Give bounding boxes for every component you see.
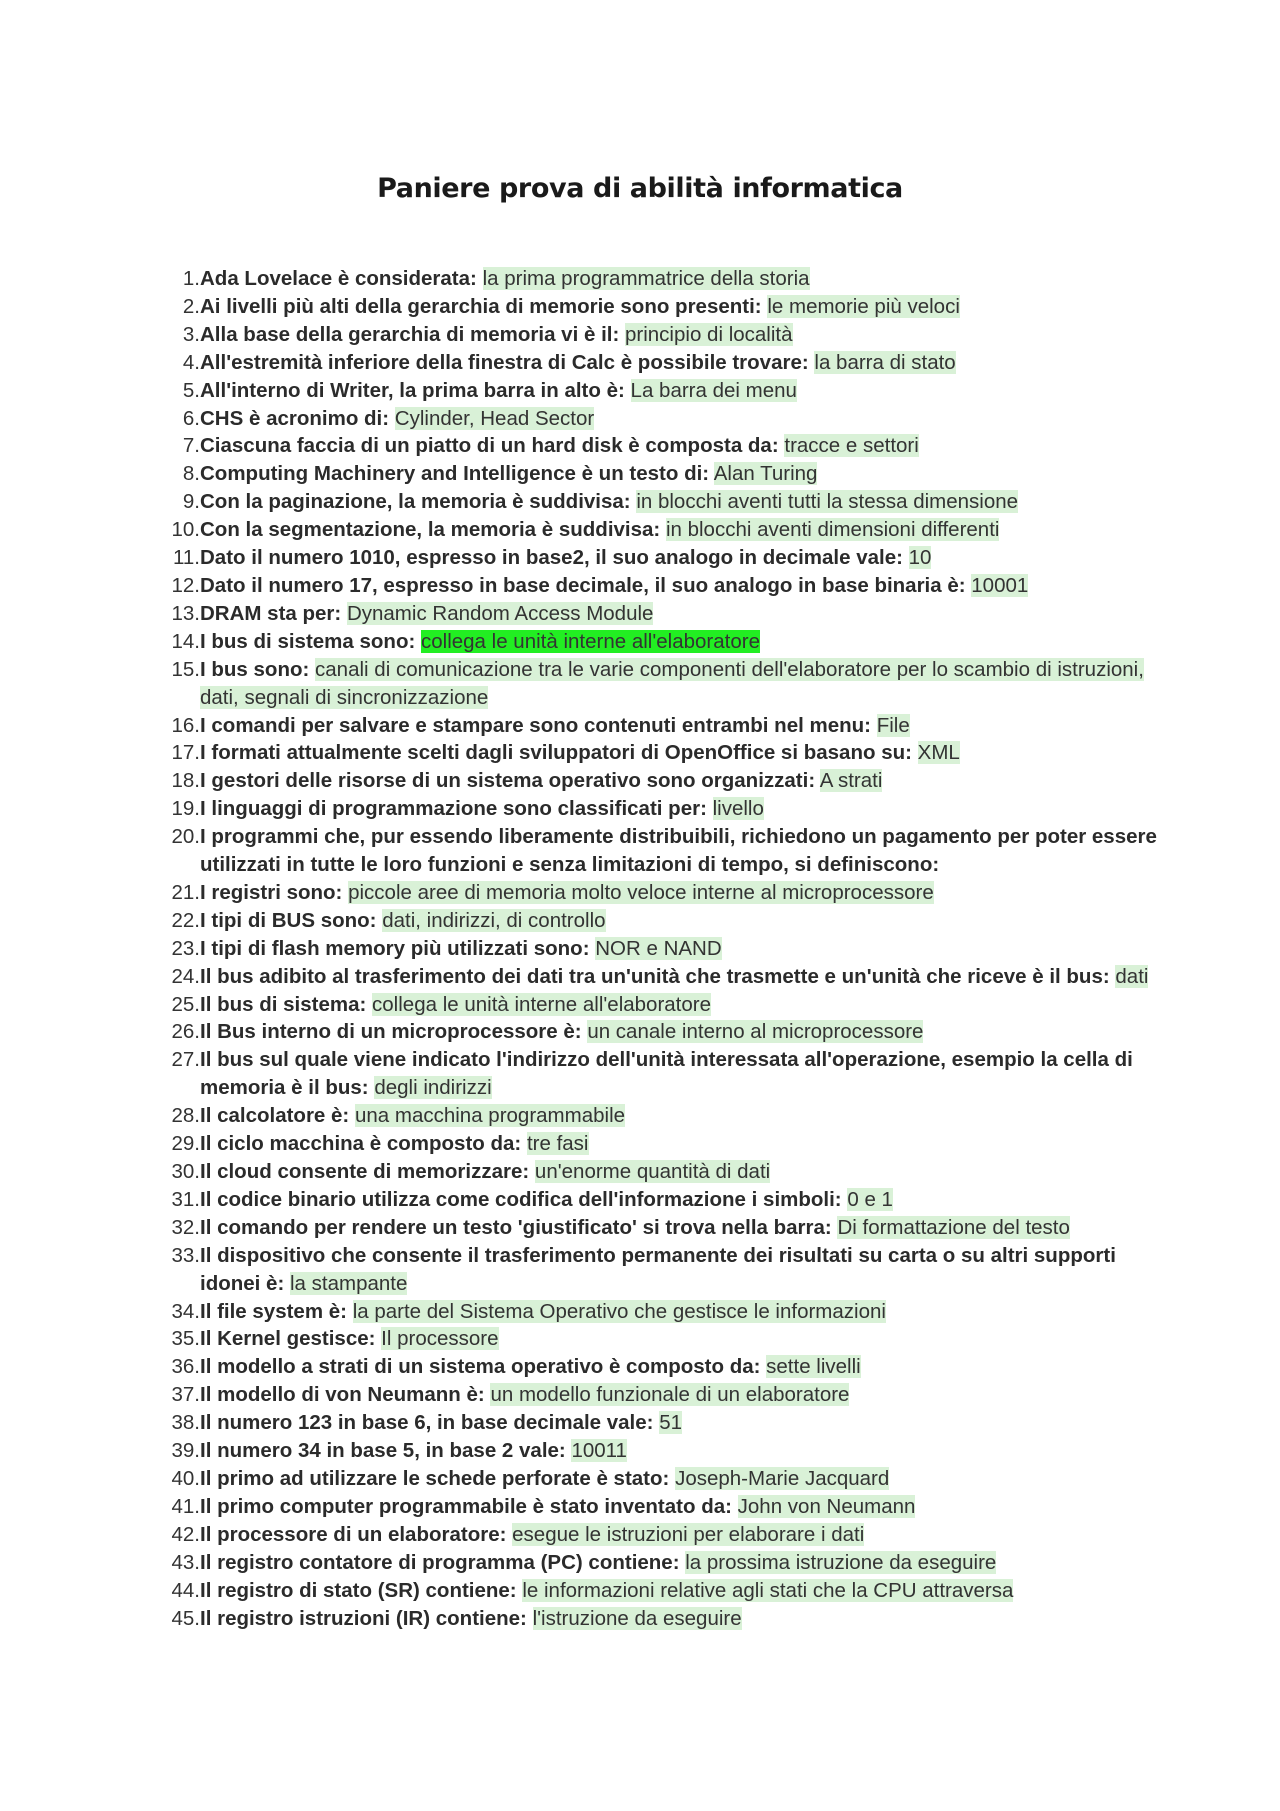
item-number: 19. <box>171 797 200 821</box>
list-item <box>150 516 1160 544</box>
item-body <box>200 935 1160 963</box>
question-text: Il bus sul quale viene indicato l'indirizzo dell'unità interessata all'operazione, esempio la cella di memoria è il bus: <box>200 1048 1133 1100</box>
answer-text: degli indirizzi <box>374 1076 492 1100</box>
question-text: Il bus di sistema: <box>200 992 367 1016</box>
question-text: Ciascuna faccia di un piatto di un hard disk è composta da: <box>200 434 779 458</box>
list-item <box>150 795 1160 823</box>
answer-text: File <box>876 713 910 737</box>
item-number: 25. <box>171 992 200 1016</box>
item-number: 35. <box>171 1327 200 1351</box>
item-body <box>200 879 1160 907</box>
question-text: Il Bus interno di un microprocessore è: <box>200 1020 582 1044</box>
answer-text: Joseph-Marie Jacquard <box>675 1466 890 1490</box>
item-number: 30. <box>171 1160 200 1183</box>
answer-text: XML <box>917 741 960 765</box>
answer-text: la parte del Sistema Operativo che gestisce le informazioni <box>352 1299 886 1323</box>
question-text: I tipi di flash memory più utilizzati sono: <box>200 936 590 960</box>
answer-text: sette livelli <box>766 1355 861 1379</box>
item-number: 17. <box>171 741 200 765</box>
answer-text: A strati <box>819 769 883 793</box>
item-number: 14. <box>171 629 200 653</box>
answer-text: tracce e settori <box>784 434 919 458</box>
question-text: Il bus adibito al trasferimento dei dati tra un'unità che trasmette e un'unità che riceve è il bus: <box>200 964 1110 988</box>
item-body <box>200 405 1160 433</box>
list-item <box>150 823 1160 879</box>
item-body <box>200 739 1160 767</box>
question-text: CHS è acronimo di: <box>200 406 390 430</box>
item-body <box>200 432 1160 460</box>
answer-text: 10001 <box>971 573 1029 597</box>
answer-text: un modello funzionale di un elaboratore <box>490 1383 850 1407</box>
answer-text: La barra dei menu <box>630 378 797 402</box>
item-body <box>200 1353 1160 1381</box>
question-text: Il primo computer programmabile è stato inventato da: <box>200 1494 732 1518</box>
answer-text: Il processore <box>381 1327 499 1351</box>
item-number: 33. <box>171 1243 200 1267</box>
answer-text: in blocchi aventi tutti la stessa dimensione <box>636 490 1019 514</box>
list-item <box>150 1409 1160 1437</box>
item-body <box>200 712 1160 740</box>
answer-text: dati, indirizzi, di controllo <box>382 908 606 932</box>
list-item <box>150 377 1160 405</box>
item-number: 3. <box>182 322 200 346</box>
answer-text: 51 <box>659 1411 682 1435</box>
list-item <box>150 544 1160 572</box>
list-item <box>150 405 1160 433</box>
item-body <box>200 544 1160 572</box>
question-text: Dato il numero 1010, espresso in base2, il suo analogo in decimale vale: <box>200 546 903 570</box>
item-body <box>200 795 1160 823</box>
list-item <box>150 1437 1160 1465</box>
answer-text: un canale interno al microprocessore <box>587 1020 924 1044</box>
question-text: Il file system è: <box>200 1299 347 1323</box>
answer-text: esegue le istruzioni per elaborare i dati <box>512 1522 865 1546</box>
question-text: I linguaggi di programmazione sono classificati per: <box>200 797 707 821</box>
question-text: Il dispositivo che consente il trasferimento permanente dei risultati su carta o su altri supporti idonei è: <box>200 1243 1116 1295</box>
question-text: I tipi di BUS sono: <box>200 908 377 932</box>
list-item <box>150 935 1160 963</box>
item-body <box>200 265 1160 293</box>
answer-text: dati <box>1115 964 1149 988</box>
item-body <box>200 293 1160 321</box>
list-item <box>150 1549 1160 1577</box>
question-text: I registri sono: <box>200 880 343 904</box>
list-item <box>150 1465 1160 1493</box>
list-item <box>150 712 1160 740</box>
answer-text: la prossima istruzione da eseguire <box>685 1550 997 1574</box>
question-text: Il numero 123 in base 6, in base decimale vale: <box>200 1411 654 1435</box>
list-item <box>150 656 1160 712</box>
item-number: 45. <box>171 1606 200 1630</box>
question-text: I bus di sistema sono: <box>200 629 416 653</box>
question-text: I formati attualmente scelti dagli sviluppatori di OpenOffice si basano su: <box>200 741 912 765</box>
list-item <box>150 1325 1160 1353</box>
list-item <box>150 963 1160 991</box>
answer-text: la barra di stato <box>814 350 956 374</box>
answer-text: NOR e NAND <box>595 936 722 960</box>
answer-text: un'enorme quantità di dati <box>534 1160 771 1183</box>
answer-text: l'istruzione da eseguire <box>532 1606 742 1630</box>
item-body <box>200 823 1160 879</box>
item-number: 4. <box>182 350 200 374</box>
list-item <box>150 1381 1160 1409</box>
list-item <box>150 572 1160 600</box>
question-text: Il cloud consente di memorizzare: <box>200 1160 530 1183</box>
item-body <box>200 349 1160 377</box>
item-body <box>200 1214 1160 1242</box>
list-item <box>150 739 1160 767</box>
list-item <box>150 321 1160 349</box>
list-item <box>150 1046 1160 1102</box>
answer-text: Dynamic Random Access Module <box>346 601 654 625</box>
list-item <box>150 1353 1160 1381</box>
answer-text: le memorie più veloci <box>767 294 960 318</box>
item-body <box>200 1130 1160 1158</box>
item-body <box>200 1409 1160 1437</box>
item-number: 41. <box>171 1494 200 1518</box>
question-text: I bus sono: <box>200 657 310 681</box>
item-number: 16. <box>171 713 200 737</box>
answer-text: 10 <box>908 546 932 570</box>
item-body <box>200 1549 1160 1577</box>
item-number: 27. <box>171 1048 200 1072</box>
item-number: 23. <box>171 936 200 960</box>
answer-text: in blocchi aventi dimensioni differenti <box>665 518 1000 542</box>
answer-text: Di formattazione del testo <box>837 1215 1070 1239</box>
item-body <box>200 1242 1160 1298</box>
item-number: 22. <box>171 908 200 932</box>
answer-text: 10011 <box>571 1439 627 1463</box>
item-number: 6. <box>182 406 200 430</box>
item-number: 7. <box>182 434 200 458</box>
list-item <box>150 488 1160 516</box>
item-number: 37. <box>171 1383 200 1407</box>
question-text: All'interno di Writer, la prima barra in alto è: <box>200 378 625 402</box>
question-text: Il registro di stato (SR) contiene: <box>200 1578 517 1602</box>
answer-text: le informazioni relative agli stati che la CPU attraversa <box>522 1578 1014 1602</box>
answer-text: collega le unità interne all'elaboratore <box>372 992 712 1016</box>
question-text: Alla base della gerarchia di memoria vi è il: <box>200 322 620 346</box>
question-text: Con la segmentazione, la memoria è suddivisa: <box>200 518 661 542</box>
item-body <box>200 1046 1160 1102</box>
item-number: 38. <box>171 1411 200 1435</box>
question-text: Il Kernel gestisce: <box>200 1327 376 1351</box>
question-text: Dato il numero 17, espresso in base decimale, il suo analogo in base binaria è: <box>200 573 966 597</box>
list-item <box>150 1158 1160 1186</box>
question-text: Il registro istruzioni (IR) contiene: <box>200 1606 527 1630</box>
item-body <box>200 1437 1160 1465</box>
answer-text: una macchina programmabile <box>354 1104 626 1128</box>
item-body <box>200 1102 1160 1130</box>
question-text: Il ciclo macchina è composto da: <box>200 1132 522 1156</box>
item-number: 29. <box>171 1132 200 1156</box>
answer-text: tre fasi <box>526 1132 589 1156</box>
item-number: 1. <box>182 267 200 290</box>
item-body <box>200 1158 1160 1186</box>
item-number: 11. <box>173 546 200 570</box>
item-number: 18. <box>171 769 200 793</box>
item-body <box>200 1605 1160 1633</box>
question-text: DRAM sta per: <box>200 601 342 625</box>
question-text: I programmi che, pur essendo liberamente distribuibili, richiedono un pagamento per poter essere utilizzati in tutte le loro funzioni e senza limitazioni di tempo, si definiscono: <box>200 825 1157 877</box>
item-body <box>200 321 1160 349</box>
question-text: Il modello di von Neumann è: <box>200 1383 485 1407</box>
list-item <box>150 1130 1160 1158</box>
item-number: 44. <box>171 1578 200 1602</box>
item-number: 39. <box>171 1439 200 1463</box>
list-item <box>150 907 1160 935</box>
answer-text: livello <box>712 797 764 821</box>
item-body <box>200 488 1160 516</box>
question-text: Il processore di un elaboratore: <box>200 1522 507 1546</box>
list-item <box>150 265 1160 293</box>
item-body <box>200 907 1160 935</box>
list-item <box>150 1521 1160 1549</box>
item-body <box>200 628 1160 656</box>
list-item <box>150 1102 1160 1130</box>
list-item <box>150 1018 1160 1046</box>
list-item <box>150 628 1160 656</box>
list-item <box>150 991 1160 1019</box>
list-item <box>150 879 1160 907</box>
item-number: 9. <box>182 490 200 514</box>
item-body <box>200 1298 1160 1326</box>
question-text: I gestori delle risorse di un sistema operativo sono organizzati: <box>200 769 816 793</box>
item-number: 43. <box>171 1550 200 1574</box>
item-number: 20. <box>171 825 200 849</box>
item-number: 24. <box>171 964 200 988</box>
list-item <box>150 600 1160 628</box>
question-list <box>150 265 1160 1632</box>
answer-text: principio di località <box>625 322 793 346</box>
answer-text: Cylinder, Head Sector <box>394 406 595 430</box>
item-body <box>200 1465 1160 1493</box>
item-number: 13. <box>171 601 200 625</box>
item-body <box>200 1381 1160 1409</box>
list-item <box>150 349 1160 377</box>
question-text: I comandi per salvare e stampare sono contenuti entrambi nel menu: <box>200 713 871 737</box>
answer-text: canali di comunicazione tra le varie componenti dell'elaboratore per lo scambio di istruzioni, dati, segnali di sincronizzazione <box>200 657 1144 709</box>
item-body <box>200 1521 1160 1549</box>
question-text: Il modello a strati di un sistema operativo è composto da: <box>200 1355 761 1379</box>
item-number: 40. <box>171 1466 200 1490</box>
item-body <box>200 1186 1160 1214</box>
item-number: 31. <box>171 1187 200 1211</box>
item-body <box>200 516 1160 544</box>
answer-text: la prima programmatrice della storia <box>482 267 810 290</box>
item-body <box>200 1577 1160 1605</box>
question-text: Ai livelli più alti della gerarchia di memorie sono presenti: <box>200 294 762 318</box>
page-title: Paniere prova di abilità informatica <box>377 173 903 205</box>
item-number: 10. <box>171 518 200 542</box>
answer-text: 0 e 1 <box>847 1187 893 1211</box>
question-text: Il calcolatore è: <box>200 1104 350 1128</box>
item-body <box>200 963 1160 991</box>
question-text: Il codice binario utilizza come codifica dell'informazione i simboli: <box>200 1187 842 1211</box>
answer-text: la stampante <box>290 1271 408 1295</box>
question-text: Il registro contatore di programma (PC) contiene: <box>200 1550 680 1574</box>
list-item <box>150 1577 1160 1605</box>
item-body <box>200 991 1160 1019</box>
item-number: 15. <box>171 657 200 681</box>
item-body <box>200 767 1160 795</box>
item-body <box>200 1018 1160 1046</box>
answer-text: John von Neumann <box>737 1494 916 1518</box>
item-body <box>200 600 1160 628</box>
question-text: Con la paginazione, la memoria è suddivisa: <box>200 490 631 514</box>
question-text: All'estremità inferiore della finestra di Calc è possibile trovare: <box>200 350 809 374</box>
list-item <box>150 432 1160 460</box>
item-number: 8. <box>182 462 200 486</box>
item-body <box>200 656 1160 712</box>
question-text: Ada Lovelace è considerata: <box>200 267 477 290</box>
item-number: 28. <box>171 1104 200 1128</box>
item-number: 5. <box>182 378 200 402</box>
item-number: 26. <box>171 1020 200 1044</box>
item-body <box>200 460 1160 488</box>
list-item <box>150 1298 1160 1326</box>
item-number: 2. <box>182 294 200 318</box>
item-number: 42. <box>171 1522 200 1546</box>
question-text: Il primo ad utilizzare le schede perforate è stato: <box>200 1466 670 1490</box>
list-item <box>150 293 1160 321</box>
item-number: 21. <box>171 880 200 904</box>
question-text: Il numero 34 in base 5, in base 2 vale: <box>200 1439 566 1463</box>
list-item <box>150 1214 1160 1242</box>
item-body <box>200 572 1160 600</box>
answer-text: collega le unità interne all'elaboratore <box>421 629 760 653</box>
item-number: 36. <box>171 1355 200 1379</box>
list-item <box>150 1242 1160 1298</box>
item-number: 32. <box>171 1215 200 1239</box>
question-text: Il comando per rendere un testo 'giustificato' si trova nella barra: <box>200 1215 832 1239</box>
list-item <box>150 1605 1160 1633</box>
item-body <box>200 1493 1160 1521</box>
list-item <box>150 1186 1160 1214</box>
answer-text: Alan Turing <box>713 462 818 486</box>
answer-text: piccole aree di memoria molto veloce interne al microprocessore <box>348 880 934 904</box>
list-item <box>150 460 1160 488</box>
item-body <box>200 377 1160 405</box>
item-number: 34. <box>171 1299 200 1323</box>
item-body <box>200 1325 1160 1353</box>
question-text: Computing Machinery and Intelligence è un testo di: <box>200 462 710 486</box>
item-number: 12. <box>171 573 200 597</box>
list-item <box>150 767 1160 795</box>
list-item <box>150 1493 1160 1521</box>
